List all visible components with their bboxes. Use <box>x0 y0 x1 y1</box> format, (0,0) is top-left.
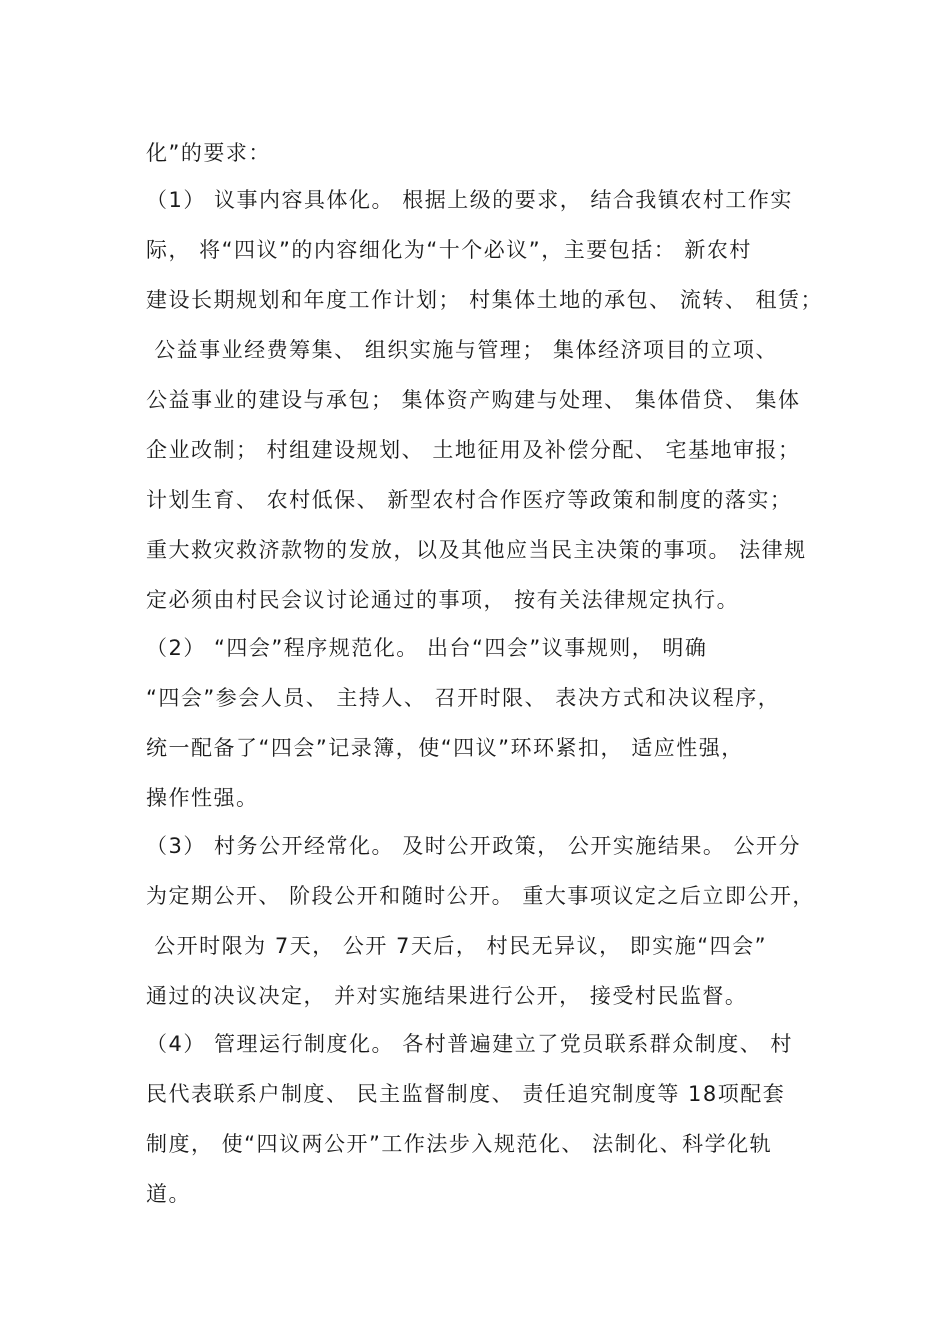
text-line: 通过的决议决定， 并对实施结果进行公开， 接受村民监督。 <box>146 984 748 1008</box>
text-line: 统一配备了“四会”记录簿，使“四议”环环紧扣， 适应性强， <box>146 736 744 760</box>
text-line: 计划生育、 农村低保、 新型农村合作医疗等政策和制度的落实； <box>146 488 793 512</box>
text-line: 为定期公开、 阶段公开和随时公开。 重大事项议定之后立即公开， <box>146 884 815 908</box>
text-line: 定必须由村民会议讨论通过的事项， 按有关法律规定执行。 <box>146 588 740 612</box>
text-line: （1） 议事内容具体化。 根据上级的要求， 结合我镇农村工作实 <box>146 188 793 212</box>
text-line: 道。 <box>146 1182 191 1206</box>
text-line: “四会”参会人员、 主持人、 召开时限、 表决方式和决议程序， <box>146 686 781 710</box>
text-line: 制度， 使“四议两公开”工作法步入规范化、 法制化、科学化轨 <box>146 1132 773 1156</box>
text-line: 企业改制； 村组建设规划、 土地征用及补偿分配、 宅基地审报； <box>146 438 801 462</box>
text-line: （3） 村务公开经常化。 及时公开政策， 公开实施结果。 公开分 <box>146 834 802 858</box>
text-line: 重大救灾救济款物的发放，以及其他应当民主决策的事项。 法律规 <box>146 538 807 562</box>
text-line: 公益事业经费筹集、 组织实施与管理； 集体经济项目的立项、 <box>146 338 779 362</box>
text-line: 公开时限为 7天， 公开 7天后， 村民无异议， 即实施“四会” <box>146 934 768 958</box>
text-line: 公益事业的建设与承包； 集体资产购建与处理、 集体借贷、 集体 <box>146 388 801 412</box>
text-line: 民代表联系户制度、 民主监督制度、 责任追究制度等 18项配套 <box>146 1082 786 1106</box>
text-line: 化”的要求： <box>146 141 271 165</box>
text-line: 操作性强。 <box>146 786 259 810</box>
text-line: （2） “四会”程序规范化。 出台“四会”议事规则， 明确 <box>146 636 708 660</box>
text-line: 建设长期规划和年度工作计划； 村集体土地的承包、 流转、 租赁； <box>146 288 824 312</box>
text-line: 际， 将“四议”的内容细化为“十个必议”，主要包括： 新农村 <box>146 238 752 262</box>
text-line: （4） 管理运行制度化。 各村普遍建立了党员联系群众制度、 村 <box>146 1032 793 1056</box>
